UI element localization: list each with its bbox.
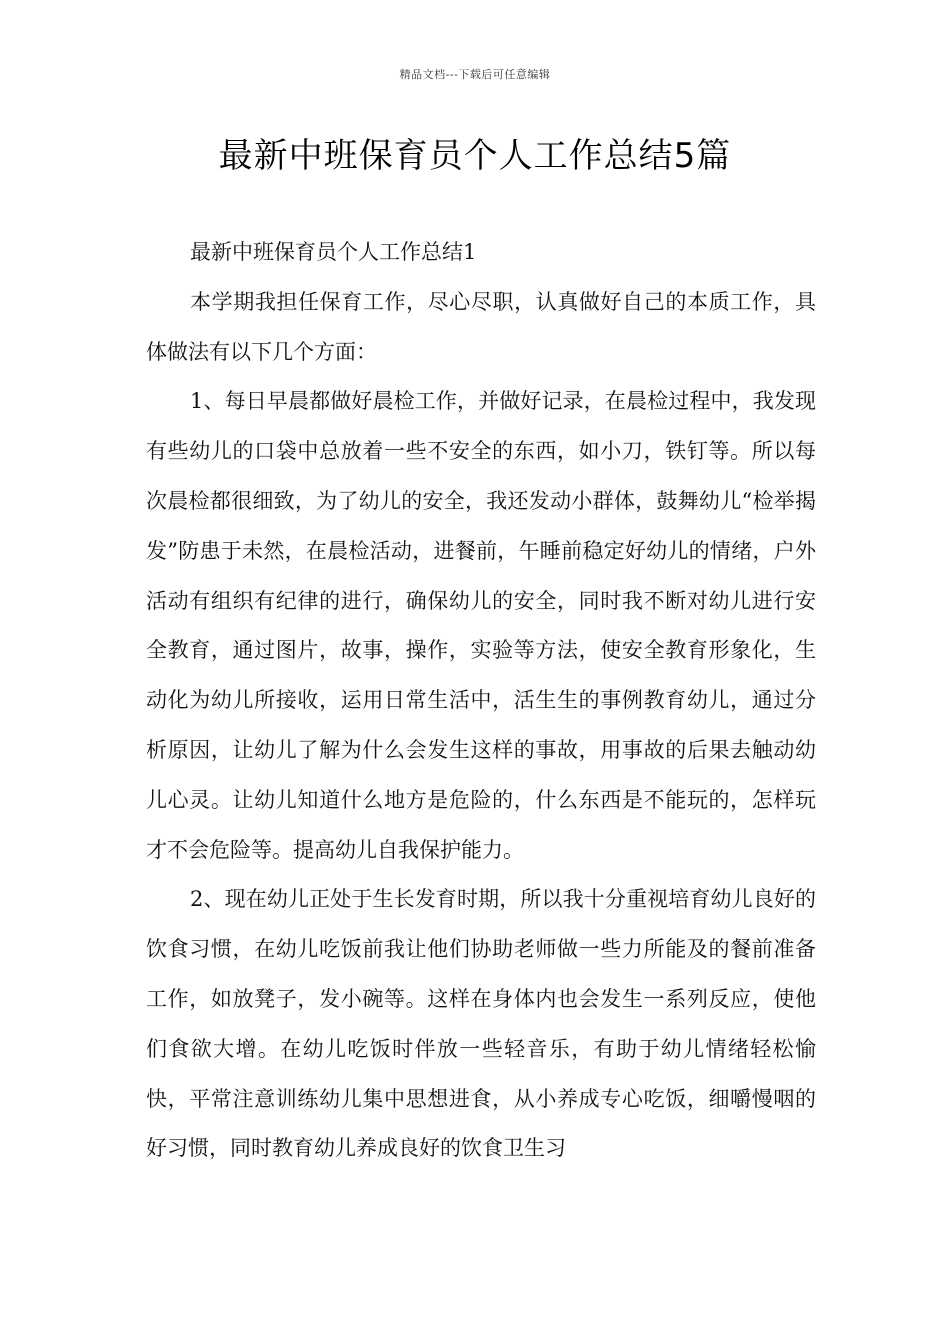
- document-title: 最新中班保育员个人工作总结5篇: [218, 136, 732, 176]
- paragraph-morning-check: 1、每日早晨都做好晨检工作，并做好记录，在晨检过程中，我发现有些幼儿的口袋中总放着一些不安全的东西，如小刀，铁钉等。所以每次晨检都很细致，为了幼儿的安全，我还发动小群体，鼓舞幼儿“检举揭发”防患于未然，在晨检活动，进餐前，午睡前稳定好幼儿的情绪，户外活动有组织有纪律的进行，确保幼儿的安全，同时我不断对幼儿进行安全教育，通过图片，故事，操作，实验等方法，使安全教育形象化，生动化为幼儿所接收，运用日常生活中，活生生的事例教育幼儿，通过分析原因，让幼儿了解为什么会发生这样的事故，用事故的后果去触动幼儿心灵。让幼儿知道什么地方是危险的，什么东西是不能玩的，怎样玩才不会危险等。提高幼儿自我保护能力。: [146, 389, 816, 862]
- header-note: 精品文档---下载后可任意编辑: [399, 68, 551, 81]
- paragraph-eating-habits: 2、现在幼儿正处于生长发育时期，所以我十分重视培育幼儿良好的饮食习惯，在幼儿吃饭前我让他们协助老师做一些力所能及的餐前准备工作，如放凳子，发小碗等。这样在身体内也会发生一系列反应，使他们食欲大增。在幼儿吃饭时伴放一些轻音乐，有助于幼儿情绪轻松愉快，平常注意训练幼儿集中思想进食，从小养成专心吃饭，细嚼慢咽的好习惯，同时教育幼儿养成良好的饮食卫生习: [146, 887, 816, 1161]
- document-body: [146, 228, 816, 1174]
- section-heading: 最新中班保育员个人工作总结1: [190, 240, 477, 264]
- paragraph-intro: 本学期我担任保育工作，尽心尽职，认真做好自己的本质工作，具体做法有以下几个方面：: [146, 289, 816, 364]
